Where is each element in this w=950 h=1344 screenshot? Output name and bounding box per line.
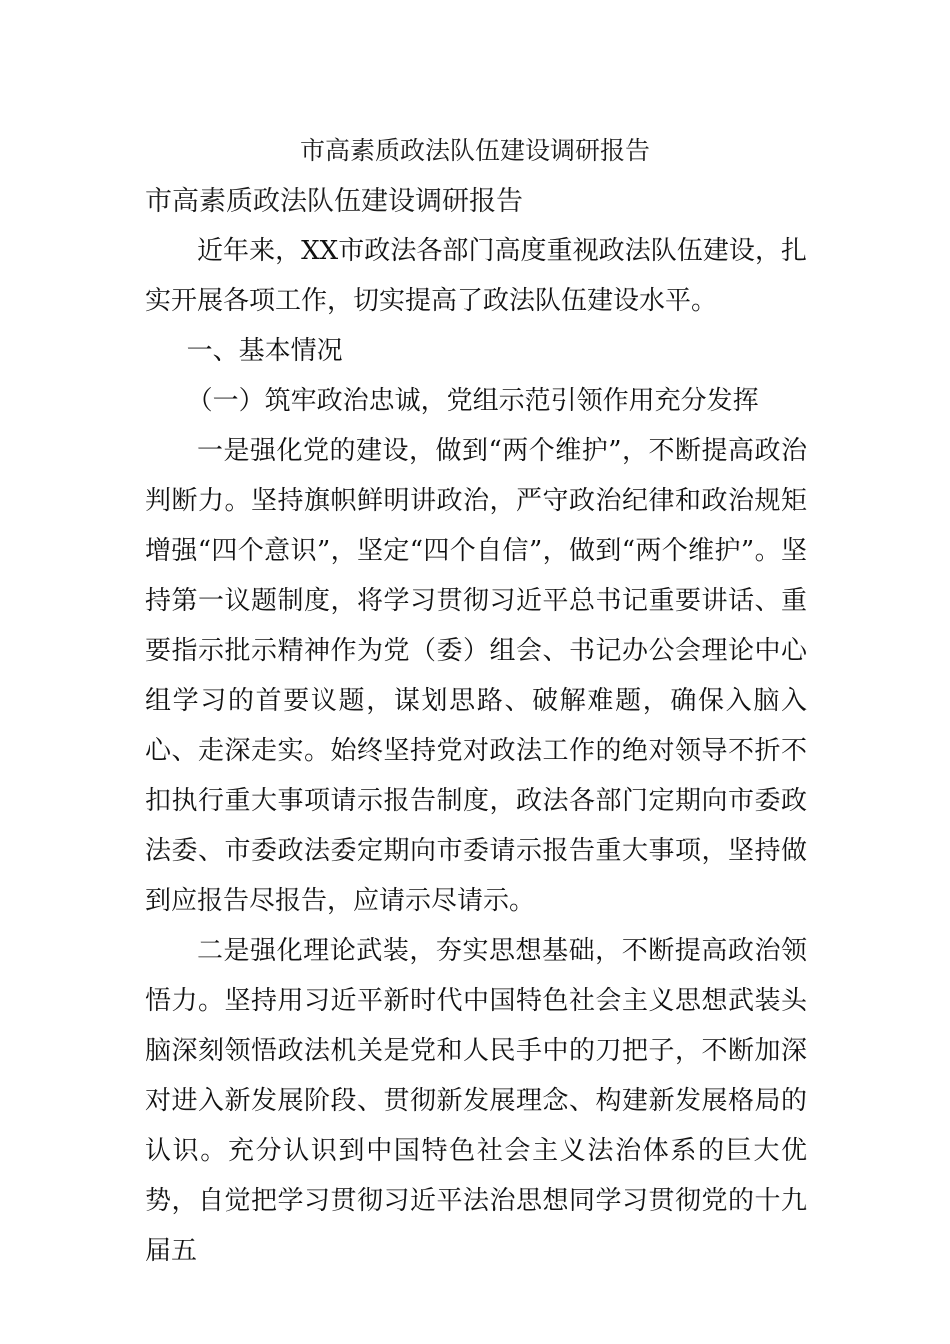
document-subtitle: 市高素质政法队伍建设调研报告 (145, 186, 523, 217)
body-paragraph-1: 一是强化党的建设，做到“两个维护”，不断提高政治判断力。坚持旗帜鲜明讲政治，严守政治纪律和政治规矩增强“四个意识”，坚定“四个自信”，做到“两个维护”。坚持第一议题制度，将学习贯彻习近平总书记重要讲话、重要指示批示精神作为党（委）组会、书记办公会理论中心组学习的首要议题，谋划思路、破解难题，确保入脑入心、走深走实。始终坚持党对政法工作的绝对领导不折不扣执行重大事项请示报告制度，政法各部门定期向市委政法委、市委政法委定期向市委请示报告重大事项，坚持做到应报告尽报告，应请示尽请示。 (145, 436, 807, 916)
subsection-heading: （一）筑牢政治忠诚，党组示范引领作用充分发挥 (186, 386, 759, 416)
document-body (145, 226, 807, 1276)
body-paragraph-2: 二是强化理论武装，夯实思想基础，不断提高政治领悟力。坚持用习近平新时代中国特色社会主义思想武装头脑深刻领悟政法机关是党和人民手中的刀把子，不断加深对进入新发展阶段、贯彻新发展理念、构建新发展格局的认识。充分认识到中国特色社会主义法治体系的巨大优势，自觉把学习贯彻习近平法治思想同学习贯彻党的十九届五 (145, 936, 807, 1266)
document-title: 市高素质政法队伍建设调研报告 (299, 136, 650, 165)
section-heading: 一、基本情况 (186, 336, 343, 366)
intro-paragraph: 近年来，XX市政法各部门高度重视政法队伍建设，扎实开展各项工作，切实提高了政法队伍建设水平。 (145, 236, 807, 316)
